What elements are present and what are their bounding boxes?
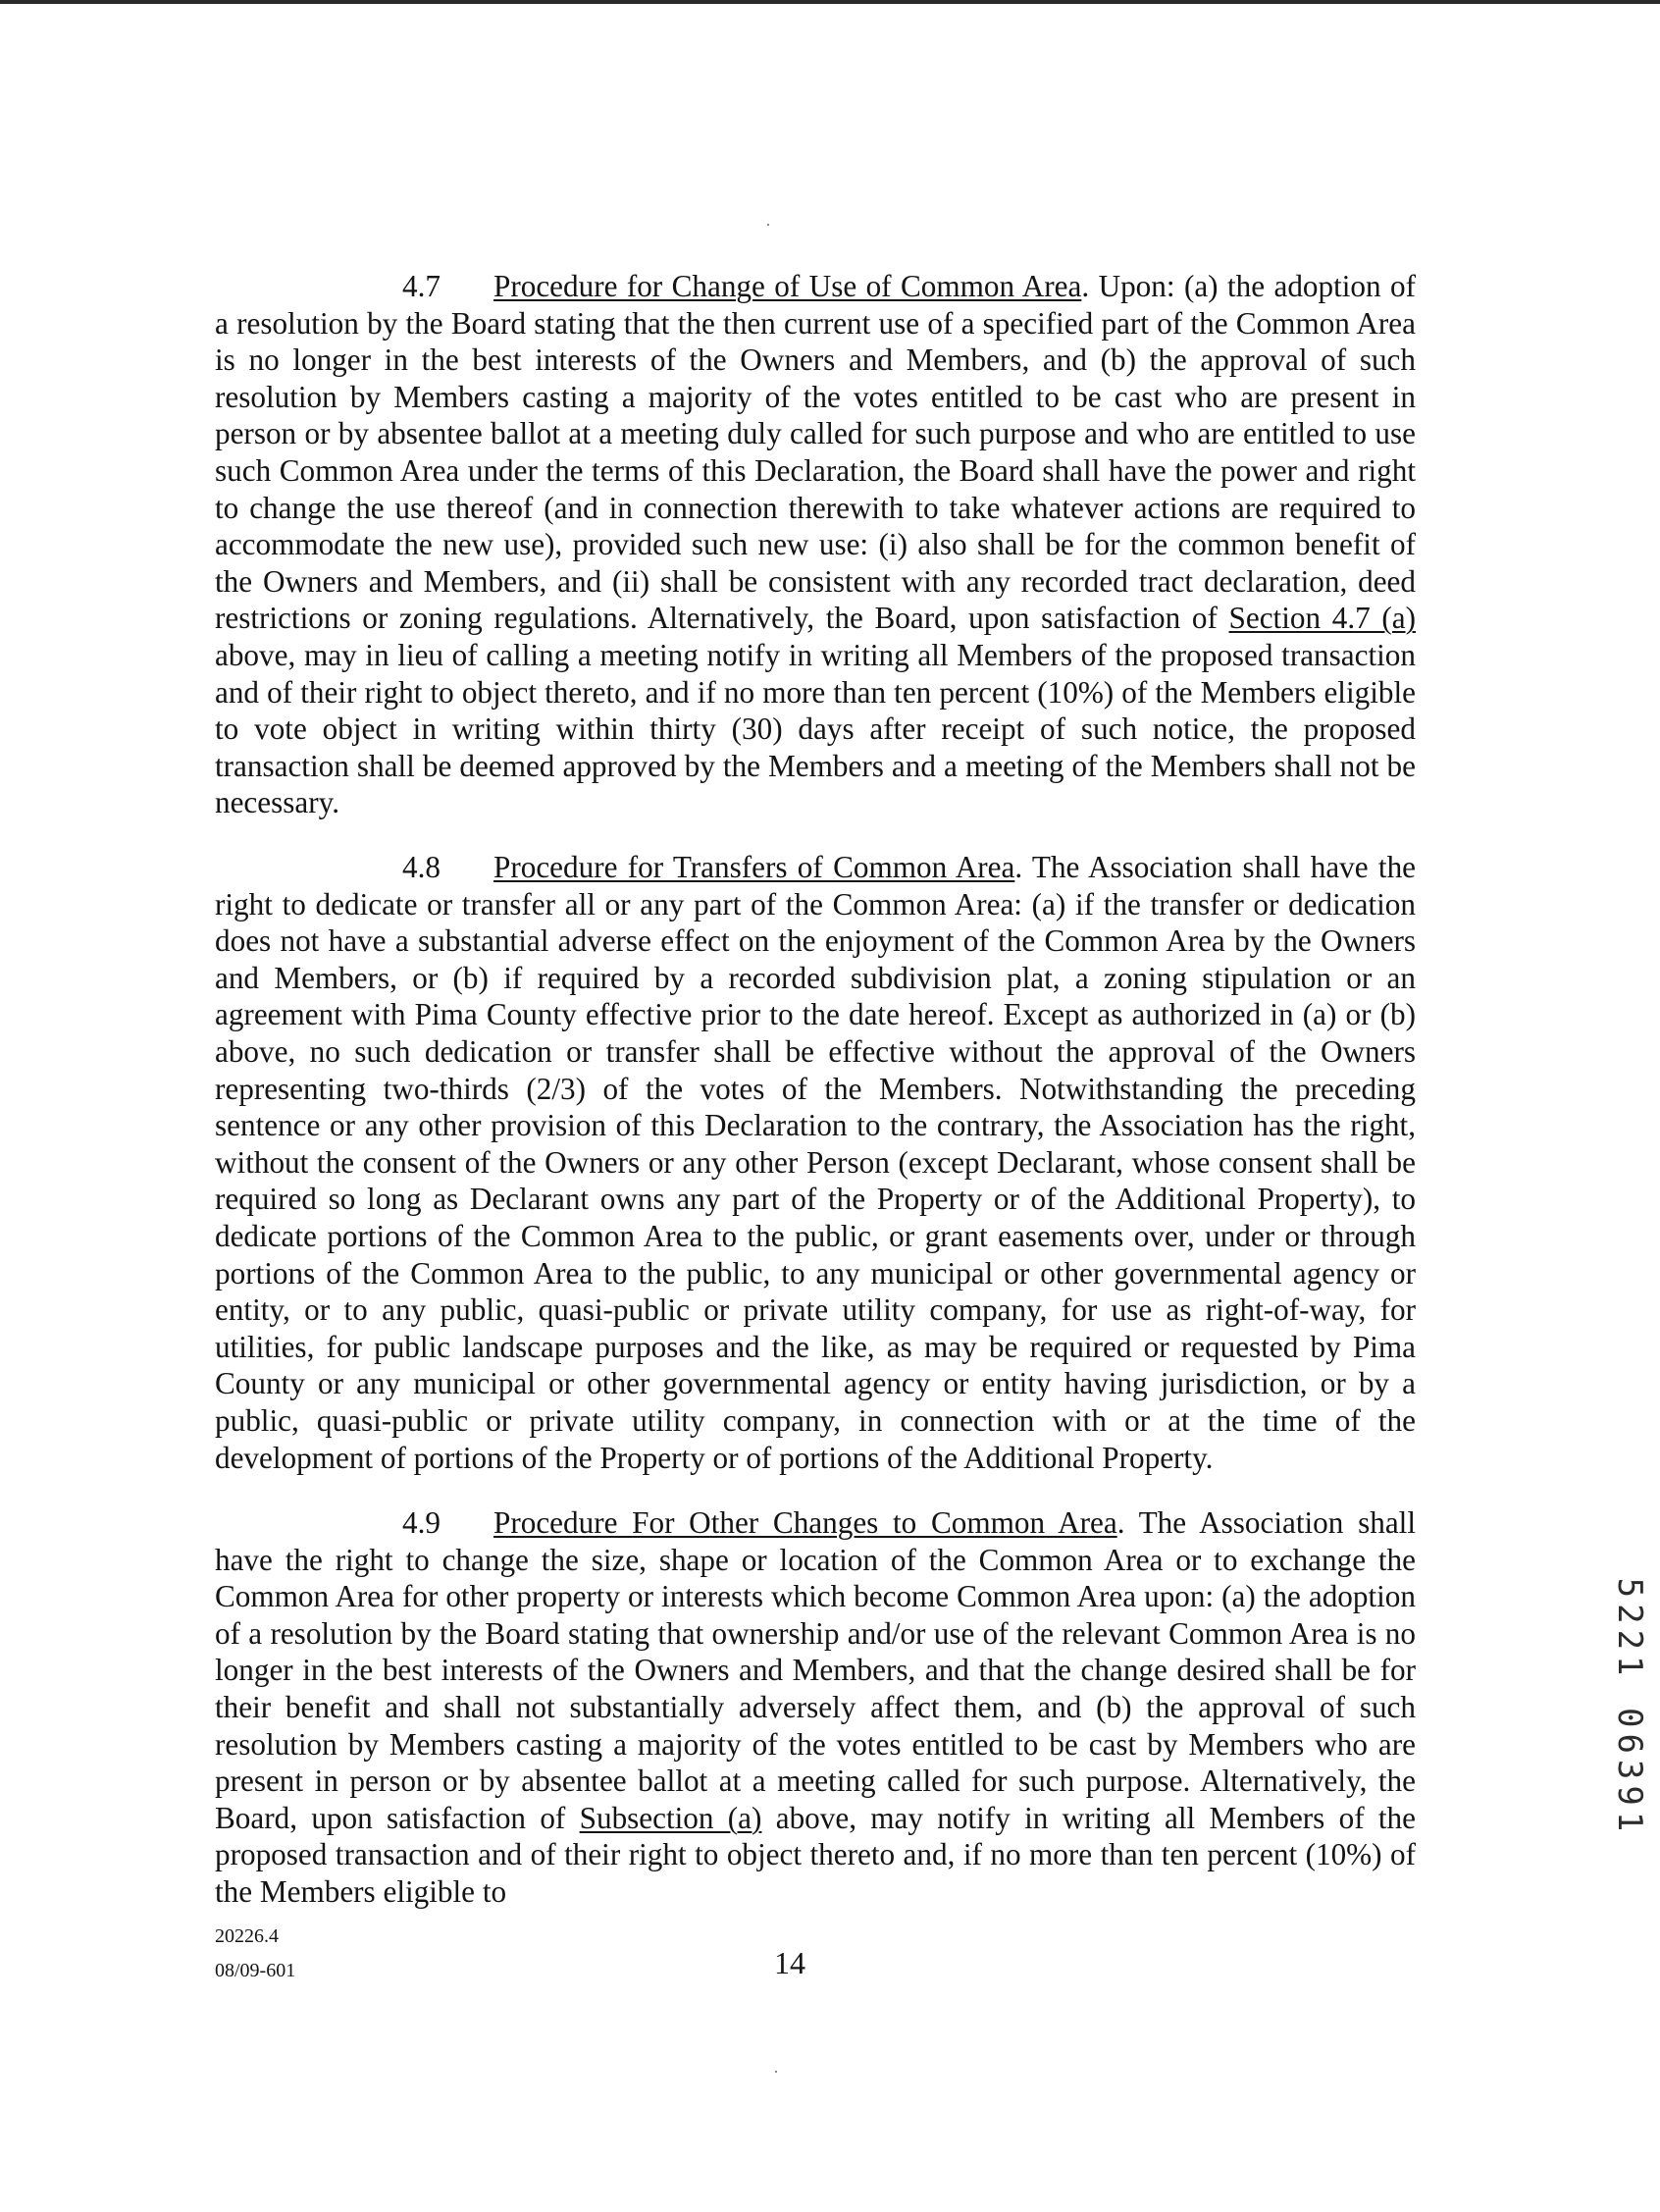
recording-stamp	[1600, 1570, 1659, 1845]
top-border-rule	[0, 0, 1660, 4]
section-4-8	[215, 849, 1416, 1476]
section-4-9	[215, 1504, 1416, 1911]
footer-doc-code: 20226.4	[215, 1925, 279, 1947]
section-body-continued: above, may notify in writing all Members of the proposed transaction and of their right to object thereto and, if no more than ten percent (10%) of the Members eligible to	[215, 1800, 1416, 1909]
section-heading: Procedure for Change of Use of Common Area	[493, 269, 1082, 303]
footer-document-codes	[215, 1920, 295, 1988]
section-heading: Procedure For Other Changes to Common Area	[493, 1505, 1117, 1540]
section-number: 4.9	[402, 1505, 441, 1540]
footer-date-code: 08/09-601	[215, 1960, 296, 1981]
section-reference: Section 4.7 (a)	[1228, 601, 1416, 636]
section-body-continued: above, may in lieu of calling a meeting notify in writing all Members of the proposed transaction and of their right to object thereto, and if no more than ten percent (10%) of the Members eligible to vote object in writing within thirty (30) days after receipt of such notice, the proposed transaction shall be deemed approved by the Members and a meeting of the Members shall not be necessary.	[215, 637, 1416, 820]
section-body: . Upon: (a) the adoption of a resolution by the Board stating that the then current use of a specified part of the Common Area is no longer in the best interests of the Owners and Members, and (b) the approval of such resolution by Members casting a majority of the votes entitled to be cast who are present in person or by absentee ballot at a meeting duly called for such purpose and who are entitled to use such Common Area under the terms of this Declaration, the Board shall have the power and right to change the use thereof (and in connection therewith to take whatever actions are required to accommodate the new use), provided such new use: (i) also shall be for the common benefit of the Owners and Members, and (ii) shall be consistent with any recorded tract declaration, deed restrictions or zoning regulations. Alternatively, the Board, upon satisfaction of	[215, 269, 1416, 636]
recording-stamp-text: 5221 06391	[1610, 1577, 1649, 1838]
scan-speck	[775, 2071, 777, 2073]
section-reference: Subsection (a)	[579, 1800, 762, 1835]
section-4-7	[215, 268, 1416, 821]
section-number: 4.8	[402, 850, 441, 884]
section-heading: Procedure for Transfers of Common Area	[493, 850, 1015, 884]
page-number: 14	[774, 1945, 805, 1980]
scan-speck	[767, 224, 769, 226]
section-body: . The Association shall have the right to change the size, shape or location of the Common Area or to exchange the Common Area for other property or interests which become Common Area upon: (a) the adoption of a resolution by the Board stating that ownership and/or use of the relevant Common Area is no longer in the best interests of the Owners and Members, and that the change desired shall be for their benefit and shall not substantially adversely affect them, and (b) the approval of such resolution by Members casting a majority of the votes entitled to be cast by Members who are present in person or by absentee ballot at a meeting called for such purpose. Alternatively, the Board, upon satisfaction of	[215, 1505, 1416, 1835]
section-body: . The Association shall have the right to dedicate or transfer all or any part of the Common Area: (a) if the transfer or dedication does not have a substantial adverse effect on the enjoyment of the Common Area by the Owners and Members, or (b) if required by a recorded subdivision plat, a zoning stipulation or an agreement with Pima County effective prior to the date hereof. Except as authorized in (a) or (b) above, no such dedication or transfer shall be effective without the approval of the Owners representing two-thirds (2/3) of the votes of the Members. Notwithstanding the preceding sentence or any other provision of this Declaration to the contrary, the Association has the right, without the consent of the Owners or any other Person (except Declarant, whose consent shall be required so long as Declarant owns any part of the Property or of the Additional Property), to dedicate portions of the Common Area to the public, or grant easements over, under or through portions of the Common Area to the public, to any municipal or other governmental agency or entity, or to any public, quasi-public or private utility company, for use as right-of-way, for utilities, for public landscape purposes and the like, as may be required or requested by Pima County or any municipal or other governmental agency or entity having jurisdiction, or by a public, quasi-public or private utility company, in connection with or at the time of the development of portions of the Property or of portions of the Additional Property.	[215, 850, 1416, 1475]
section-number: 4.7	[402, 269, 441, 303]
